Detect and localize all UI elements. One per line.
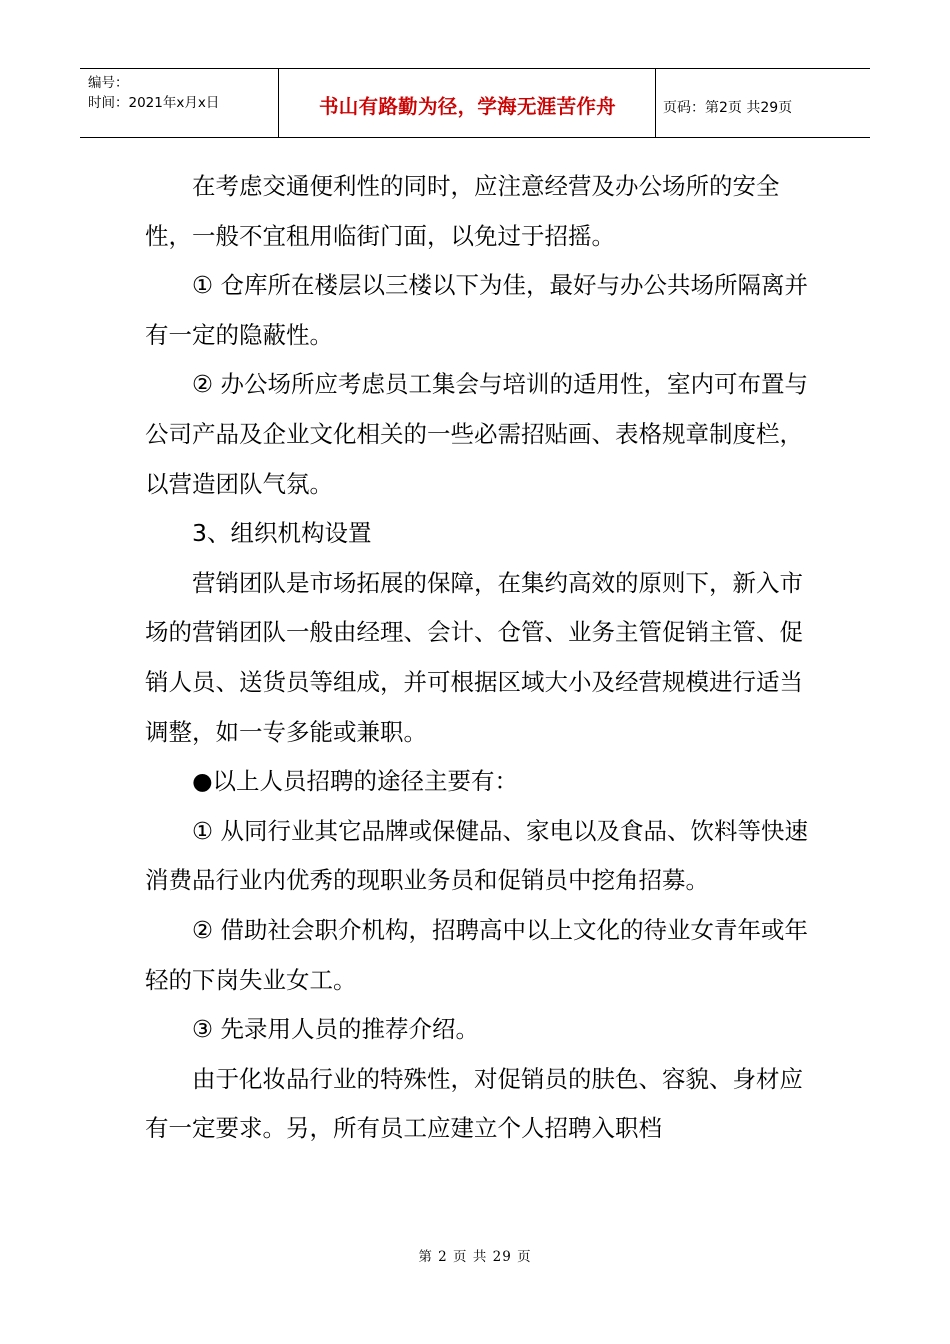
paragraph: ③ 先录用人员的推荐介绍。 [192,1015,480,1044]
paragraph: ① 仓库所在楼层以三楼以下为佳，最好与办公共场所隔离并有一定的隐蔽性。 [145,271,809,349]
header-page-cell [663,69,863,141]
header-meta [88,69,278,141]
paragraph: ① 从同行业其它品牌或保健品、家电以及食品、饮料等快速消费品行业内优秀的现职业务员和促销员中挖角招募。 [145,816,809,895]
header-divider-left [278,69,279,137]
header-page-info: 页码：第2页 共29页 [663,100,793,116]
paragraph: 由于化妆品行业的特殊性，对促销员的肤色、容貌、身材应有一定要求。另，所有员工应建立个人招聘入职档 [145,1064,803,1143]
paragraph: 在考虑交通便利性的同时，应注意经营及办公场所的安全性，一般不宜租用临街门面，以免过于招摇。 [145,172,780,250]
page-footer [0,1245,950,1265]
paragraph: ② 借助社会职介机构，招聘高中以上文化的待业女青年或年轻的下岗失业女工。 [145,915,809,994]
header-divider-right [655,69,656,137]
document-body [145,162,815,1154]
header-motto: 书山有路勤为径，学海无涯苦作舟 [318,95,616,118]
paragraph: ●以上人员招聘的途径主要有： [192,767,519,796]
section-heading: 3、组织机构设置 [192,519,372,548]
footer-page-number: 第 2 页 共 29 页 [418,1249,532,1265]
page-header [80,68,870,138]
document-number-label: 编号： [88,75,129,91]
header-motto-cell [280,69,655,137]
paragraph: 营销团队是市场拓展的保障，在集约高效的原则下，新入市场的营销团队一般由经理、会计、仓管、业务主管促销主管、促销人员、送货员等组成，并可根据区域大小及经营规模进行适当调整，如一专多能或兼职。 [145,568,803,746]
document-time-label: 时间：2021年x月x日 [88,95,220,111]
paragraph: ② 办公场所应考虑员工集会与培训的适用性，室内可布置与公司产品及企业文化相关的一些必需招贴画、表格规章制度栏，以营造团队气氛。 [145,370,809,498]
